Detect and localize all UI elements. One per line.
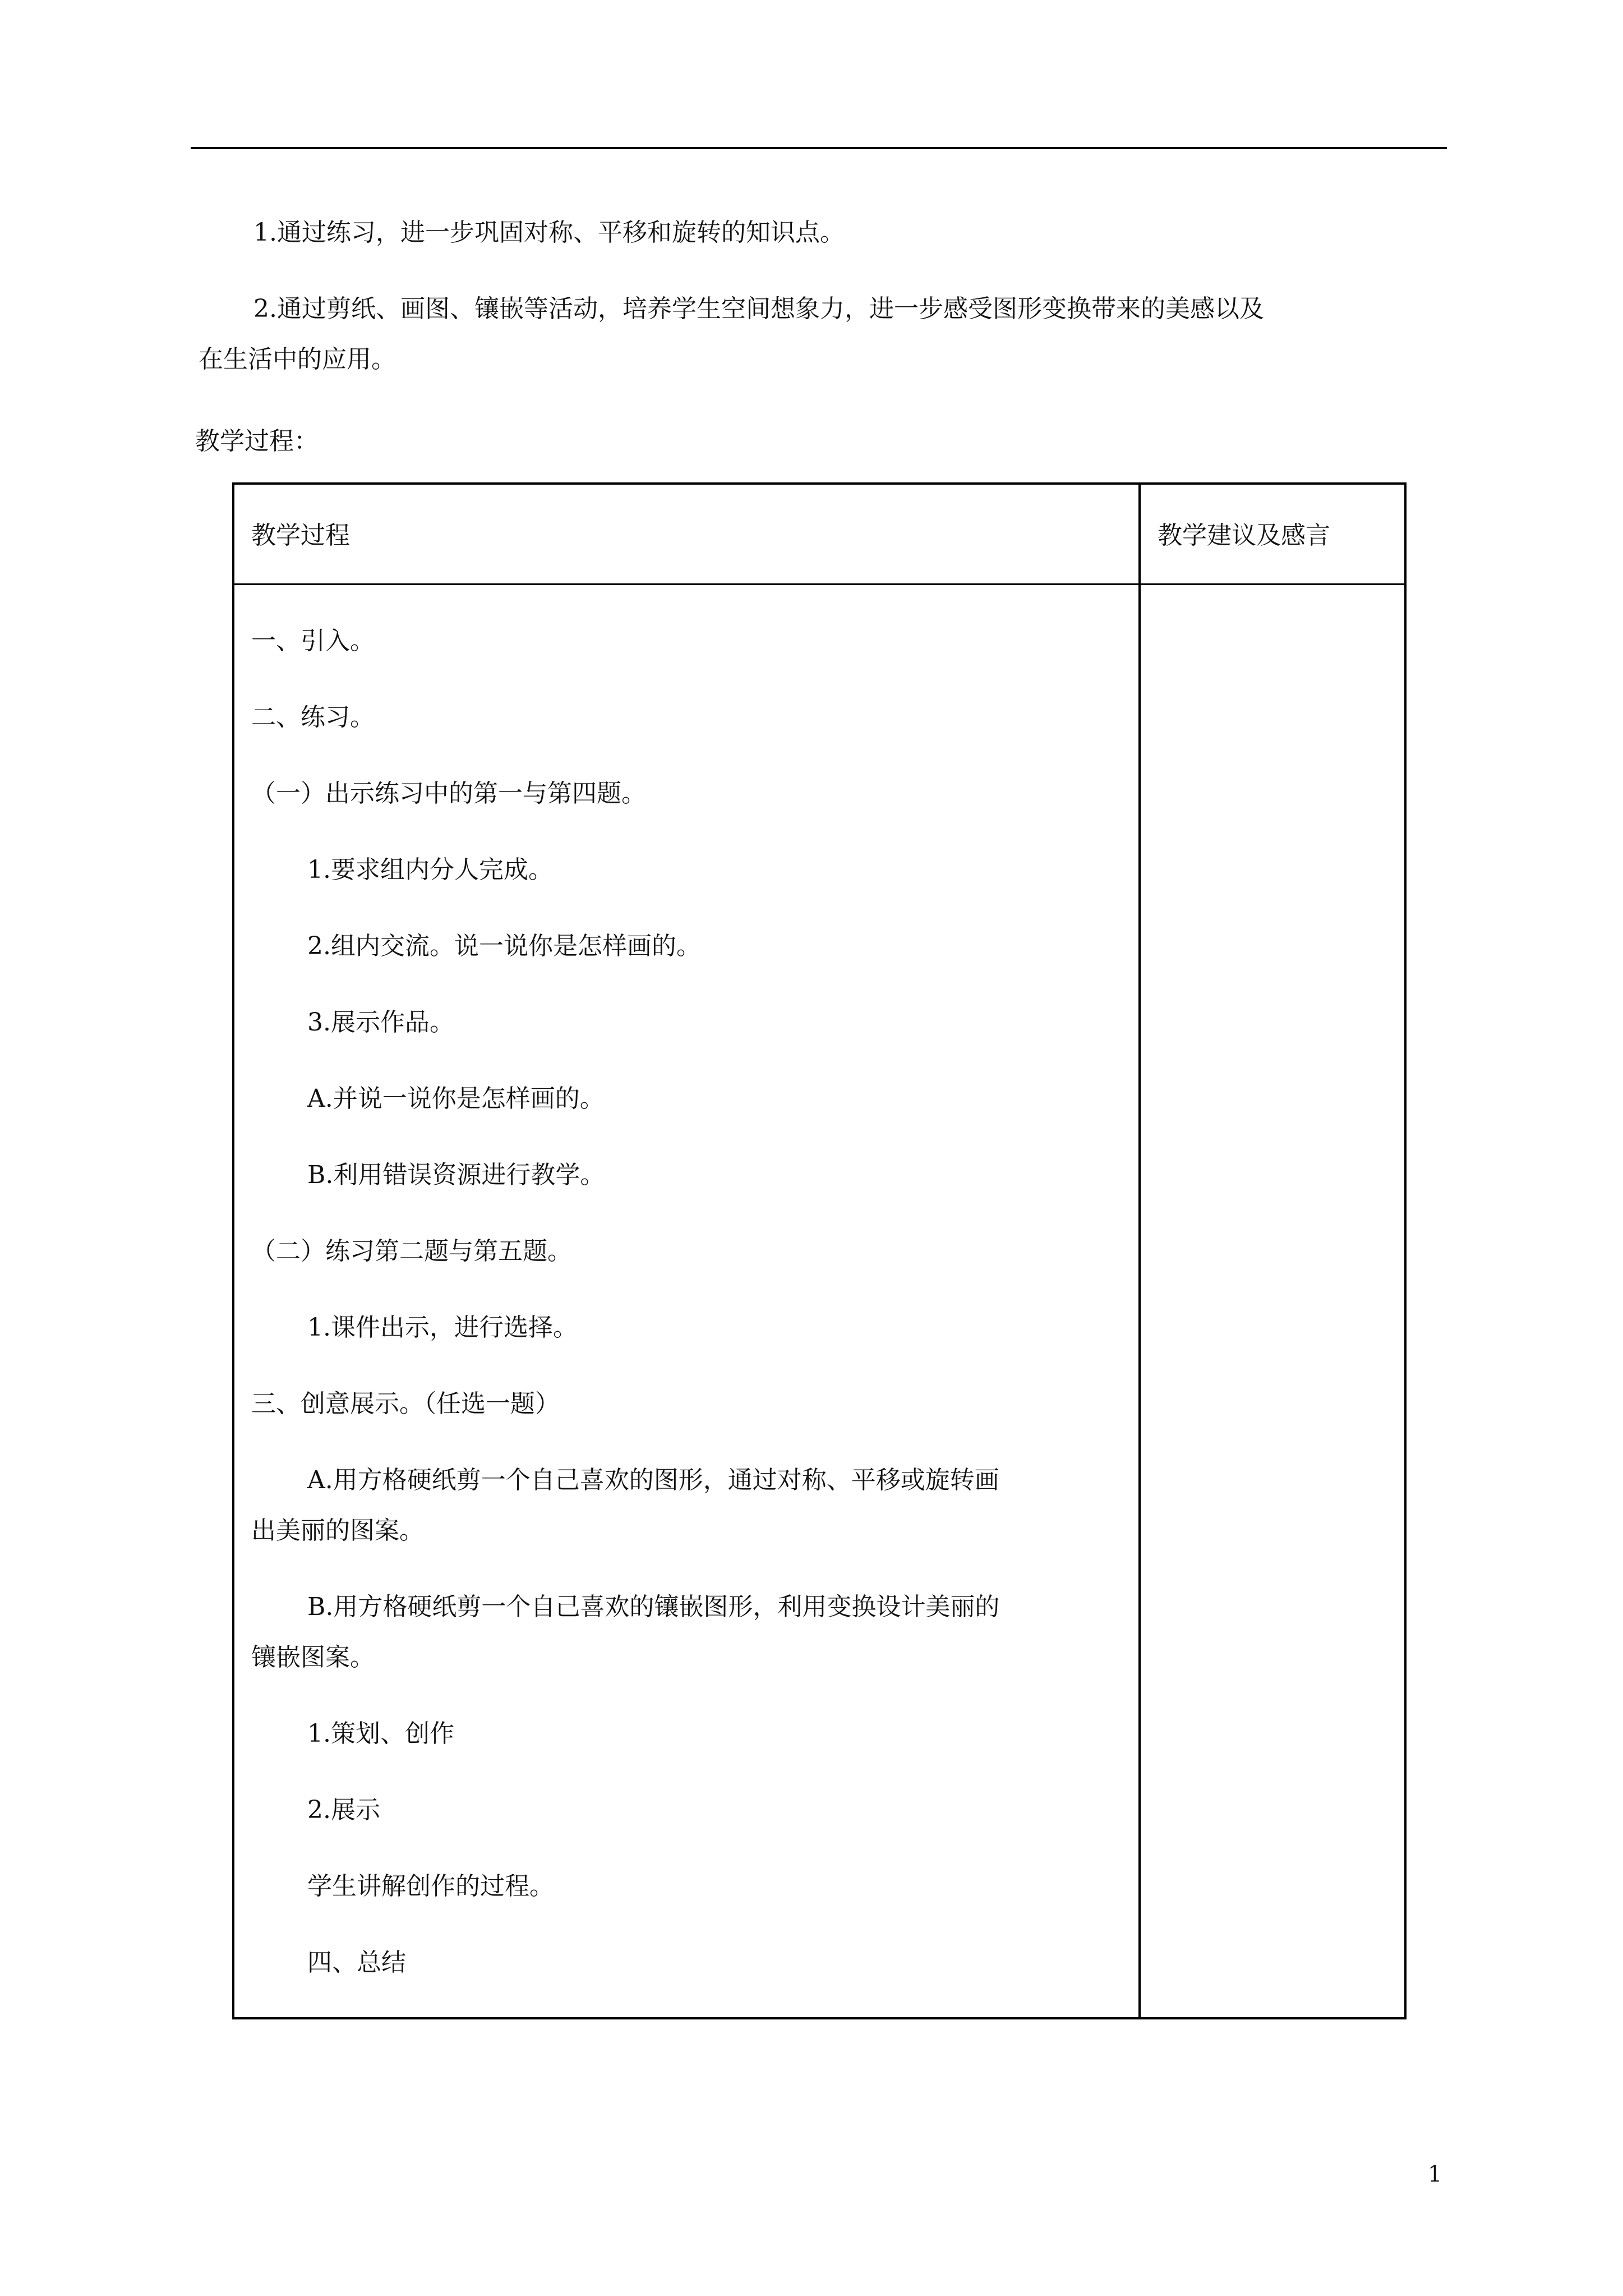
process-line: 四、总结 [307,1948,406,1977]
process-line: 2.组内交流。说一说你是怎样画的。 [307,932,701,960]
process-line: 学生讲解创作的过程。 [307,1872,554,1901]
process-line: 镶嵌图案。 [251,1643,375,1672]
objective-2 [199,284,1454,385]
header-rule [191,147,1447,149]
process-line: 出美丽的图案。 [251,1516,424,1545]
process-line: 2.展示 [307,1796,380,1824]
process-line: 3.展示作品。 [307,1008,454,1037]
process-line: A.并说一说你是怎样画的。 [307,1084,605,1113]
lesson-table [232,482,1407,2019]
page-number: 1 [1428,2161,1442,2187]
objective-2-line-2: 在生活中的应用。 [199,345,396,374]
process-line: A.用方格硬纸剪一个自己喜欢的图形，通过对称、平移或旋转画 [307,1466,999,1494]
process-line: B.用方格硬纸剪一个自己喜欢的镶嵌图形，利用变换设计美丽的 [307,1593,1000,1621]
objective-2-line-1: 2.通过剪纸、画图、镶嵌等活动，培养学生空间想象力，进一步感受图形变换带来的美感以及 [253,295,1264,323]
process-line: 一、引入。 [251,627,375,655]
header-row-divider [234,583,1404,585]
process-line: 1.策划、创作 [307,1719,454,1748]
process-line: （二）练习第二题与第五题。 [251,1237,572,1266]
section-label: 教学过程： [195,427,319,455]
objective-1: 1.通过练习，进一步巩固对称、平移和旋转的知识点。 [253,218,845,247]
process-line: 1.要求组内分人完成。 [307,855,553,884]
process-line: 1.课件出示，进行选择。 [307,1313,578,1342]
process-line: 二、练习。 [251,703,375,731]
column-divider [1138,485,1141,2017]
process-line: 三、创意展示。（任选一题） [251,1389,560,1418]
header-teaching-process: 教学过程 [251,521,350,550]
process-line: （一）出示练习中的第一与第四题。 [251,779,646,808]
teaching-process-cell [251,616,1126,2014]
header-suggestions: 教学建议及感言 [1158,521,1330,550]
process-line: B.利用错误资源进行教学。 [307,1161,605,1189]
